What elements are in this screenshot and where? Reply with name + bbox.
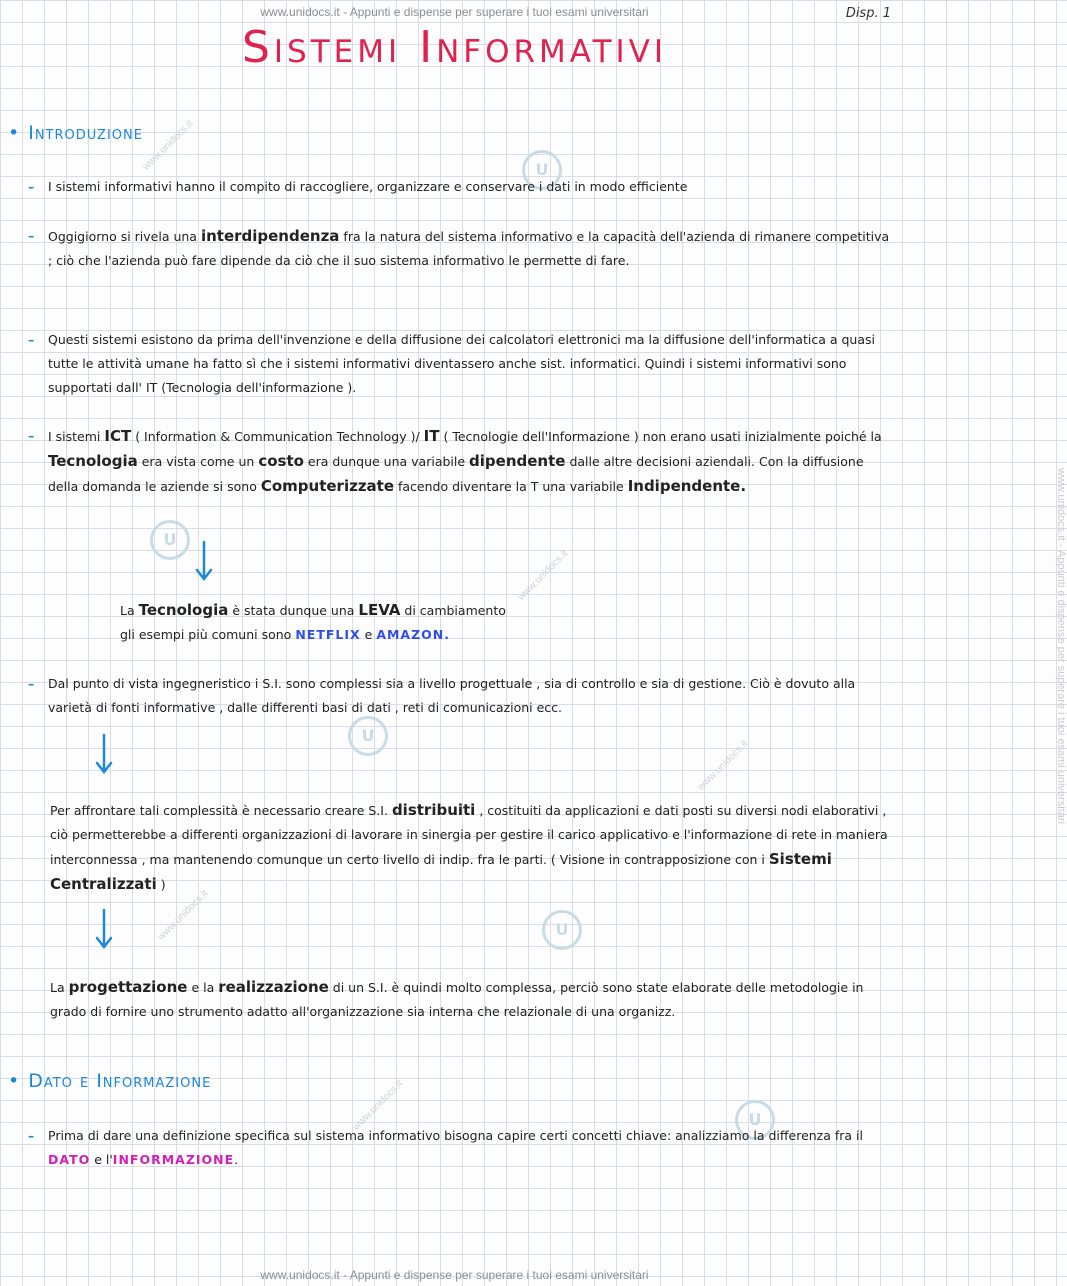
watermark-logo-icon: U [522,150,562,190]
keyword-ict: ICT [104,427,132,445]
site-banner-top: www.unidocs.it - Appunti e dispense per superare i tuoi esami universitari [260,5,649,19]
keyword-informazione: INFORMAZIONE [112,1152,235,1167]
paragraph-text [48,424,892,499]
text-span: dalle altre decisioni aziendali. Con la diffusione della domanda le aziende si sono [48,454,864,494]
paragraph [30,1124,892,1172]
paragraph [30,175,892,199]
bullet-icon: • [8,1070,21,1092]
text-span: di un S.I. è quindi molto complessa, perciò sono state elaborate delle metodologie in grado di fornire uno strumento adatto all'organizzazione sia interna che relazionale di una organizz. [50,980,864,1019]
progettazione-block [50,975,892,1024]
bullet-icon: • [8,122,21,144]
watermark-text: www.unidocs.it [695,738,751,793]
page-title: Sistemi Informativi [241,22,668,73]
text-span: e l' [94,1152,113,1167]
side-watermark-right: www.unidocs.it - Appunti e dispense per superare i tuoi esami universitari [1055,468,1067,824]
keyword-interdipendenza: interdipendenza [200,227,340,245]
keyword-realizzazione: realizzazione [218,978,329,996]
dash-icon: – [28,179,35,194]
dash-icon: – [28,228,35,243]
text-span: e la [191,980,215,995]
text-span: ) [160,877,166,892]
paragraph-text: I sistemi informativi hanno il compito di raccogliere, organizzare e conservare i dati in modo efficiente [48,179,688,194]
paragraph-text: Questi sistemi esistono da prima dell'invenzione e della diffusione dei calcolatori elettronici ma la diffusione dell'informatica a quasi tutte le attività umane ha fatto sì che i sistemi informativi diventassero anche sist. informatici. Quindi i sistemi informativi sono supportati dall' IT (Tecnologia dell'informazione ). [48,332,875,395]
keyword-dipendente: dipendente [469,452,566,470]
text-span: ( Information & Communication Technology )/ [135,429,420,444]
paragraph-text [48,224,892,273]
section-heading-dato-informazione [8,1070,211,1092]
paragraph [30,328,892,400]
heading-label: Dato e Informazione [28,1070,212,1092]
text-span: La [120,603,135,618]
keyword-it: IT [423,427,440,445]
text-span: era vista come un [141,454,255,469]
paragraph [30,224,892,273]
text-span: gli esempi più comuni sono [120,627,292,642]
keyword-amazon: AMAZON. [376,627,450,642]
keyword-tecnologia: Tecnologia [138,601,229,619]
text-span: e [364,627,373,642]
keyword-indipendente: Indipendente. [627,477,747,495]
text-span: facendo diventare la T una variabile [398,479,624,494]
dash-icon: – [28,1128,35,1143]
text-span: La [50,980,65,995]
dash-icon: – [28,428,35,443]
keyword-netflix: NETFLIX [295,627,361,642]
paragraph [30,424,892,499]
keyword-sistemi-centralizzati: Sistemi Centralizzati [50,850,832,893]
watermark-logo-icon: U [348,716,388,756]
keyword-leva: LEVA [358,601,401,619]
keyword-costo: costo [258,452,304,470]
keyword-progettazione: progettazione [68,978,188,996]
dash-icon: – [28,332,35,347]
keyword-distribuiti: distribuiti [391,801,476,819]
page-label: Disp. 1 [845,6,891,21]
paragraph-text: Dal punto di vista ingegneristico i S.I. sono complessi sia a livello progettuale , sia di controllo e sia di gestione. Ciò è dovuto alla varietà di fonti informative , dalle differenti basi di dati , reti di comunicazioni ecc. [48,676,856,715]
text-span: Prima di dare una definizione specifica sul sistema informativo bisogna capire certi concetti chiave: analizziamo la differenza fra il [48,1128,863,1143]
section-heading-introduzione [8,122,143,144]
text-span: di cambiamento [404,603,506,618]
watermark-text: www.unidocs.it [515,548,571,603]
watermark-text: www.unidocs.it [155,888,211,943]
dash-icon: – [28,676,35,691]
sistemi-distribuiti-block [50,798,892,897]
keyword-tecnologia: Tecnologia [48,452,138,470]
watermark-logo-icon: U [542,910,582,950]
text-span: , costituiti da applicazioni e dati posti su diversi nodi elaborativi , ciò permetterebbe a differenti organizzazioni di lavorare in sinergia per gestire il carico applicativo e l'informazione di rete in maniera interconnessa , ma mantenendo comunque un certo livello di indip. fra le parti. ( Visione in contrapposizione con i [50,803,888,867]
text-span: era dunque una variabile [307,454,466,469]
text-span: Oggigiorno si rivela una [48,229,197,244]
paragraph-text [48,1124,892,1172]
watermark-logo-icon: U [735,1100,775,1140]
keyword-dato: DATO [48,1152,91,1167]
tecnologia-leva-block [120,598,720,647]
paragraph [30,672,892,720]
text-span: è stata dunque una [232,603,355,618]
text-span: . [234,1152,239,1167]
watermark-text: www.unidocs.it [140,118,196,173]
keyword-computerizzate: Computerizzate [260,477,395,495]
watermark-text: www.unidocs.it [350,1078,406,1133]
arrow-down-icon [94,733,114,775]
arrow-down-icon [194,540,214,582]
watermark-logo-icon: U [150,520,190,560]
text-span: I sistemi [48,429,101,444]
text-span: Per affrontare tali complessità è necessario creare S.I. [50,803,388,818]
arrow-down-icon [94,908,114,950]
text-span: fra la natura del sistema informativo e la capacità dell'azienda di rimanere competitiva ; ciò che l'azienda può fare dipende da ciò che il suo sistema informativo le permette di fare. [48,229,890,268]
site-banner-bottom: www.unidocs.it - Appunti e dispense per superare i tuoi esami universitari [260,1268,649,1282]
text-span: ( Tecnologie dell'Informazione ) non erano usati inizialmente poiché la [443,429,882,444]
heading-label: Introduzione [28,122,143,144]
